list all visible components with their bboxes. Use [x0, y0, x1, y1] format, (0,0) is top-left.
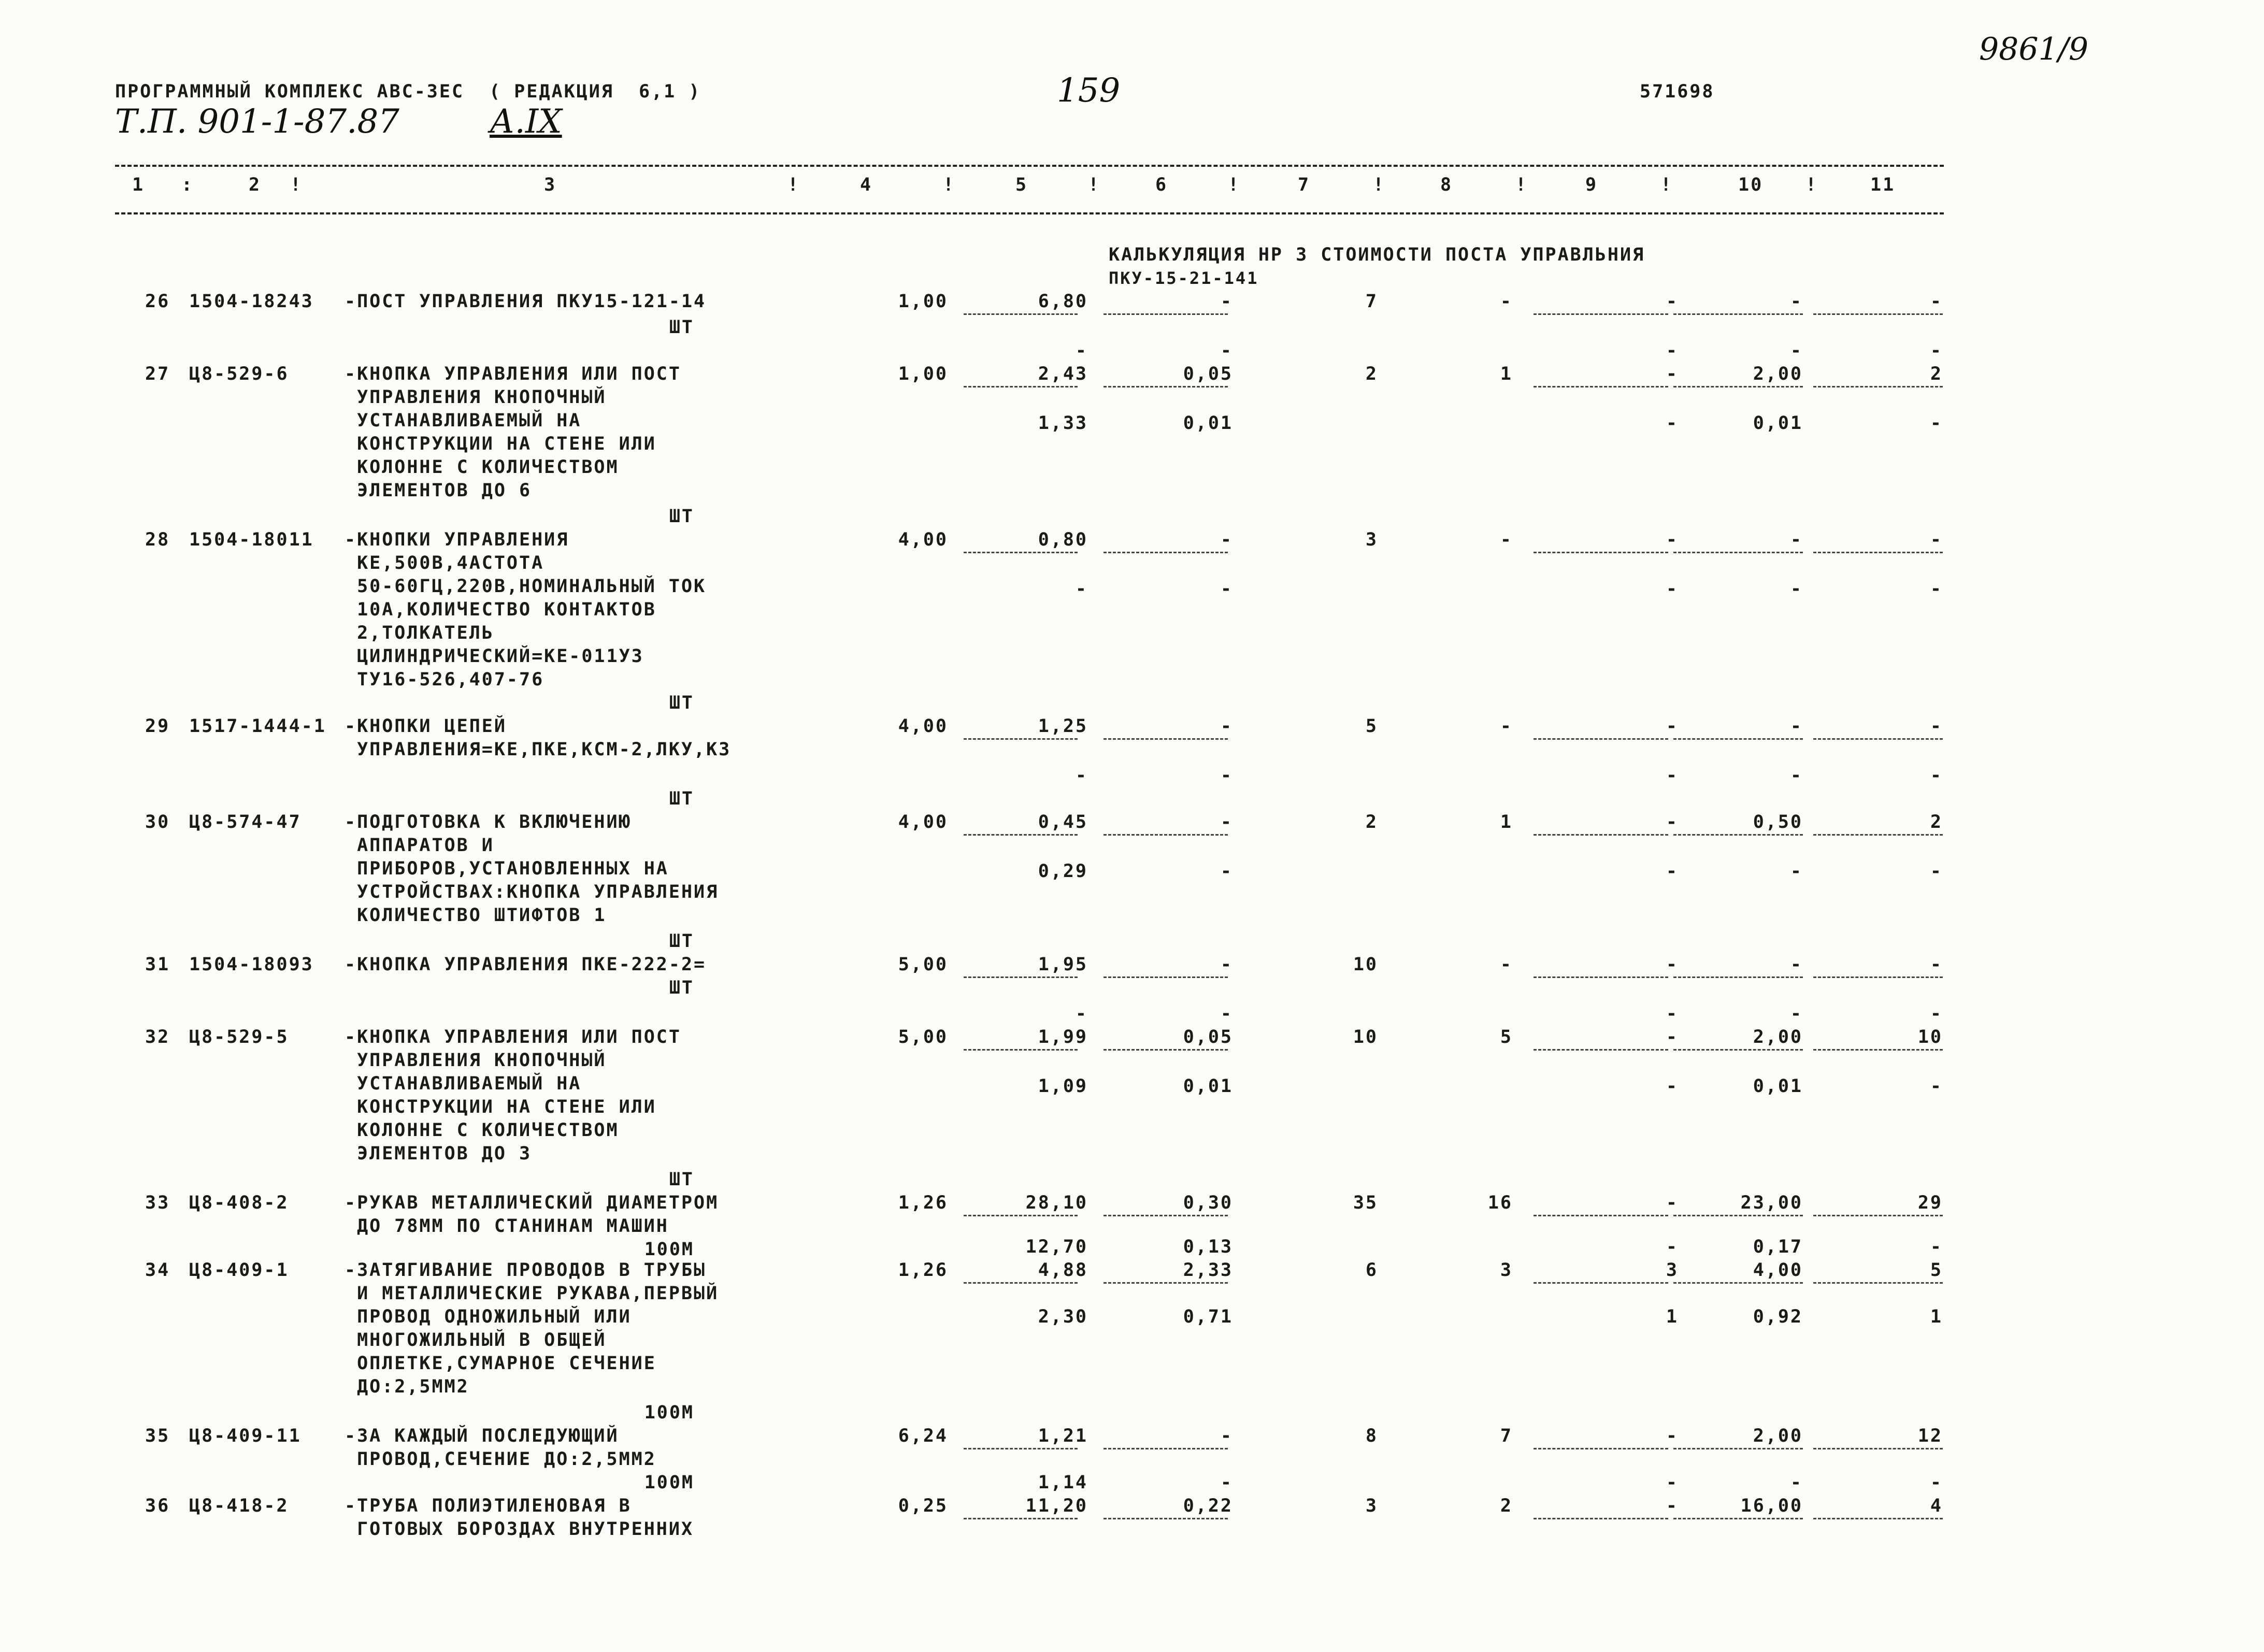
row-code: 1504-18093 — [189, 954, 314, 975]
cell-col9-sub: - — [1666, 1472, 1679, 1493]
program-header: ПРОГРАММНЫЙ КОМПЛЕКС АВС-ЗЕС ( РЕДАКЦИЯ 6,1 ) — [115, 81, 701, 102]
cell-col10: 23,00 — [1740, 1193, 1803, 1213]
cell-col8: 5 — [1500, 1027, 1513, 1047]
cell-col9: - — [1666, 1027, 1679, 1047]
cell-col9-sub: 1 — [1666, 1306, 1679, 1327]
cell-col10-sub: 0,01 — [1753, 1076, 1803, 1097]
cell-col9: - — [1666, 812, 1679, 832]
cell-col10: - — [1790, 291, 1803, 312]
row-description-line: КОЛОННЕ С КОЛИЧЕСТВОМ — [345, 1120, 619, 1141]
cell-col7: 35 — [1353, 1193, 1378, 1213]
row-description-line: -РУКАВ МЕТАЛЛИЧЕСКИЙ ДИАМЕТРОМ — [345, 1193, 719, 1213]
cell-col5-sub: - — [1075, 1003, 1088, 1024]
cell-underline — [964, 1448, 1078, 1449]
row-number: 30 — [145, 812, 170, 832]
cell-col9-sub: - — [1666, 765, 1679, 786]
row-code: 1504-18011 — [189, 529, 314, 550]
cell-underline — [1104, 313, 1228, 315]
cell-col10-sub: 0,17 — [1753, 1237, 1803, 1257]
cell-col6-sub: - — [1220, 1003, 1233, 1024]
cell-underline — [1813, 738, 1943, 740]
row-quantity: 4,00 — [898, 812, 948, 832]
cell-underline — [1673, 1518, 1803, 1519]
column-separator: ! — [290, 175, 303, 195]
cell-underline — [1673, 976, 1803, 978]
row-unit: ШТ — [669, 693, 694, 713]
cell-col10-sub: 0,01 — [1753, 413, 1803, 434]
cell-underline — [1673, 738, 1803, 740]
cell-col9: - — [1666, 954, 1679, 975]
calculation-subtitle: ПКУ-15-21-141 — [1109, 268, 1259, 288]
cell-col6: 0,05 — [1183, 1027, 1233, 1047]
cell-col10: - — [1790, 529, 1803, 550]
cell-underline — [1534, 1518, 1668, 1519]
cell-col6: 0,05 — [1183, 364, 1233, 384]
row-description-line: 10А,КОЛИЧЕСТВО КОНТАКТОВ — [345, 599, 656, 620]
row-code: Ц8-418-2 — [189, 1496, 289, 1516]
cell-underline — [1534, 1448, 1668, 1449]
cell-underline — [1813, 1518, 1943, 1519]
row-description-line: КЕ,500В,4АСТОТА — [345, 553, 544, 573]
cell-col6: 2,33 — [1183, 1260, 1233, 1281]
row-description-line: УПРАВЛЕНИЯ КНОПОЧНЫЙ — [345, 387, 607, 408]
row-number: 31 — [145, 954, 170, 975]
cell-underline — [1673, 313, 1803, 315]
cell-col11-sub: - — [1930, 765, 1943, 786]
document-code: 571698 — [1640, 81, 1715, 102]
row-number: 26 — [145, 291, 170, 312]
row-number: 28 — [145, 529, 170, 550]
row-description-line: И МЕТАЛЛИЧЕСКИЕ РУКАВА,ПЕРВЫЙ — [345, 1283, 719, 1304]
cell-col5-sub: 1,14 — [1038, 1472, 1088, 1493]
column-header-2: 2 — [249, 175, 262, 195]
cell-col9: - — [1666, 716, 1679, 737]
row-number: 32 — [145, 1027, 170, 1047]
cell-col5: 0,45 — [1038, 812, 1088, 832]
cell-col11-sub: - — [1930, 1237, 1943, 1257]
row-quantity: 4,00 — [898, 716, 948, 737]
row-unit: ШТ — [669, 1169, 694, 1190]
row-description-line: ОПЛЕТКЕ,СУМАРНОЕ СЕЧЕНИЕ — [345, 1353, 656, 1374]
column-separator: ! — [1088, 175, 1101, 195]
cell-col11: 10 — [1917, 1027, 1943, 1047]
cell-col11-sub: - — [1930, 340, 1943, 361]
cell-col7: 6 — [1365, 1260, 1378, 1281]
cell-col11: 2 — [1930, 364, 1943, 384]
row-description-line: ПРИБОРОВ,УСТАНОВЛЕННЫХ НА — [345, 858, 669, 879]
cell-underline — [1813, 1049, 1943, 1051]
row-description-line: -КНОПКА УПРАВЛЕНИЯ ИЛИ ПОСТ — [345, 1027, 681, 1047]
cell-col6-sub: 0,01 — [1183, 1076, 1233, 1097]
column-header-4: 4 — [860, 175, 873, 195]
row-description-line: ПРОВОД ОДНОЖИЛЬНЫЙ ИЛИ — [345, 1306, 632, 1327]
row-description-line: МНОГОЖИЛЬНЫЙ В ОБЩЕЙ — [345, 1330, 607, 1351]
cell-col11: 29 — [1917, 1193, 1943, 1213]
cell-col11-sub: - — [1930, 413, 1943, 434]
cell-underline — [1813, 1215, 1943, 1216]
cell-col6: 0,30 — [1183, 1193, 1233, 1213]
cell-col11: 4 — [1930, 1496, 1943, 1516]
cell-underline — [1534, 386, 1668, 387]
cell-col5-sub: - — [1075, 765, 1088, 786]
cell-col9-sub: - — [1666, 861, 1679, 882]
cell-underline — [1813, 1448, 1943, 1449]
cell-underline — [964, 313, 1078, 315]
cell-underline — [964, 1282, 1078, 1284]
row-description-line: -КНОПКА УПРАВЛЕНИЯ ИЛИ ПОСТ — [345, 364, 681, 384]
cell-col6-sub: - — [1220, 861, 1233, 882]
cell-underline — [1673, 834, 1803, 836]
cell-col11: - — [1930, 954, 1943, 975]
cell-col9-sub: - — [1666, 413, 1679, 434]
cell-col5-sub: 0,29 — [1038, 861, 1088, 882]
cell-col5: 1,21 — [1038, 1426, 1088, 1446]
cell-col11: - — [1930, 291, 1943, 312]
header-rule-bottom — [115, 212, 1944, 214]
row-description-line: ПРОВОД,СЕЧЕНИЕ ДО:2,5ММ2 — [345, 1449, 656, 1470]
cell-col5-sub: - — [1075, 579, 1088, 599]
cell-col10-sub: - — [1790, 861, 1803, 882]
cell-col8: - — [1500, 954, 1513, 975]
cell-col10-sub: - — [1790, 579, 1803, 599]
cell-col6-sub: 0,13 — [1183, 1237, 1233, 1257]
cell-underline — [1104, 976, 1228, 978]
cell-col6-sub: - — [1220, 340, 1233, 361]
cell-col10-sub: - — [1790, 340, 1803, 361]
cell-col5-sub: 2,30 — [1038, 1306, 1088, 1327]
row-unit: 100М — [644, 1472, 694, 1493]
cell-col6: - — [1220, 716, 1233, 737]
column-separator: ! — [1228, 175, 1241, 195]
row-unit: ШТ — [669, 317, 694, 338]
cell-underline — [1104, 834, 1228, 836]
row-code: 1504-18243 — [189, 291, 314, 312]
cell-col11: 12 — [1917, 1426, 1943, 1446]
cell-underline — [964, 386, 1078, 387]
cell-col7: 10 — [1353, 954, 1378, 975]
cell-col10: 2,00 — [1753, 1027, 1803, 1047]
cell-col11-sub: - — [1930, 1003, 1943, 1024]
cell-col10: 2,00 — [1753, 1426, 1803, 1446]
cell-col11-sub: - — [1930, 579, 1943, 599]
column-separator: ! — [1373, 175, 1386, 195]
cell-col5: 0,80 — [1038, 529, 1088, 550]
column-separator: ! — [787, 175, 800, 195]
row-quantity: 5,00 — [898, 1027, 948, 1047]
row-unit: ШТ — [669, 506, 694, 527]
row-description-line: АППАРАТОВ И — [345, 835, 494, 856]
row-number: 35 — [145, 1426, 170, 1446]
cell-underline — [1104, 1448, 1228, 1449]
row-quantity: 1,26 — [898, 1260, 948, 1281]
cell-col5: 1,25 — [1038, 716, 1088, 737]
cell-col10: 4,00 — [1753, 1260, 1803, 1281]
cell-col9: - — [1666, 1426, 1679, 1446]
cell-underline — [1673, 552, 1803, 553]
cell-col11: - — [1930, 716, 1943, 737]
row-description-line: УПРАВЛЕНИЯ=КЕ,ПКЕ,КСМ-2,ЛКУ,К3 — [345, 739, 732, 760]
cell-col9-sub: - — [1666, 1076, 1679, 1097]
cell-underline — [1534, 1282, 1668, 1284]
row-description-line: -КНОПКИ УПРАВЛЕНИЯ — [345, 529, 569, 550]
cell-col5-sub: 12,70 — [1025, 1237, 1088, 1257]
cell-underline — [964, 1215, 1078, 1216]
row-description-line: -ЗАТЯГИВАНИЕ ПРОВОДОВ В ТРУБЫ — [345, 1260, 707, 1281]
row-unit: 100М — [644, 1239, 694, 1260]
row-unit: ШТ — [669, 788, 694, 809]
cell-col11-sub: - — [1930, 861, 1943, 882]
cell-underline — [1104, 1282, 1228, 1284]
cell-col6: - — [1220, 529, 1233, 550]
cell-col10: 2,00 — [1753, 364, 1803, 384]
row-description-line: ЭЛЕМЕНТОВ ДО 6 — [345, 480, 532, 501]
cell-underline — [964, 1049, 1078, 1051]
cell-col11-sub: - — [1930, 1472, 1943, 1493]
cell-underline — [964, 834, 1078, 836]
cell-col6-sub: 0,01 — [1183, 413, 1233, 434]
row-description-line: -ПОСТ УПРАВЛЕНИЯ ПКУ15-121-14 — [345, 291, 707, 312]
cell-underline — [1104, 386, 1228, 387]
cell-underline — [1813, 552, 1943, 553]
cell-col6-sub: 0,71 — [1183, 1306, 1233, 1327]
row-description-line: -ПОДГОТОВКА К ВКЛЮЧЕНИЮ — [345, 812, 632, 832]
cell-col9: 3 — [1666, 1260, 1679, 1281]
calculation-title: КАЛЬКУЛЯЦИЯ НР 3 СТОИМОСТИ ПОСТА УПРАВЛЬНИЯ — [1109, 245, 1645, 265]
row-quantity: 5,00 — [898, 954, 948, 975]
column-header-5: 5 — [1015, 175, 1028, 195]
column-separator: ! — [1515, 175, 1528, 195]
cell-underline — [1104, 1215, 1228, 1216]
column-separator: ! — [1660, 175, 1673, 195]
cell-col5: 28,10 — [1025, 1193, 1088, 1213]
cell-col8: - — [1500, 529, 1513, 550]
cell-col10: 0,50 — [1753, 812, 1803, 832]
row-unit: ШТ — [669, 931, 694, 952]
row-description-line: УПРАВЛЕНИЯ КНОПОЧНЫЙ — [345, 1050, 607, 1071]
row-number: 34 — [145, 1260, 170, 1281]
cell-col8: 7 — [1500, 1426, 1513, 1446]
row-description-line: УСТАНАВЛИВАЕМЫЙ НА — [345, 410, 582, 431]
cell-col9: - — [1666, 364, 1679, 384]
cell-underline — [1534, 738, 1668, 740]
cell-col11: - — [1930, 529, 1943, 550]
row-description-line: ДО 78ММ ПО СТАНИНАМ МАШИН — [345, 1216, 669, 1237]
cell-col8: 3 — [1500, 1260, 1513, 1281]
cell-col9: - — [1666, 529, 1679, 550]
cell-underline — [964, 1518, 1078, 1519]
row-description-line: КОЛИЧЕСТВО ШТИФТОВ 1 — [345, 905, 607, 926]
cell-col10: 16,00 — [1740, 1496, 1803, 1516]
cell-col8: 1 — [1500, 364, 1513, 384]
cell-col7: 7 — [1365, 291, 1378, 312]
handwritten-document-number: Т.П. 901-1-87.87 — [115, 103, 399, 141]
cell-underline — [1534, 1215, 1668, 1216]
cell-col9: - — [1666, 1193, 1679, 1213]
row-description-line: ЭЛЕМЕНТОВ ДО 3 — [345, 1143, 532, 1164]
cell-col5-sub: 1,09 — [1038, 1076, 1088, 1097]
cell-col8: 1 — [1500, 812, 1513, 832]
row-description-line: -ТРУБА ПОЛИЭТИЛЕНОВАЯ В — [345, 1496, 632, 1516]
column-header-1: 1 — [132, 175, 145, 195]
cell-col11-sub: 1 — [1930, 1306, 1943, 1327]
cell-col11: 5 — [1930, 1260, 1943, 1281]
cell-col9: - — [1666, 1496, 1679, 1516]
column-header-9: 9 — [1585, 175, 1598, 195]
cell-underline — [1813, 386, 1943, 387]
cell-col5-sub: - — [1075, 340, 1088, 361]
handwritten-album-number: А.IX — [490, 103, 562, 141]
cell-col11: 2 — [1930, 812, 1943, 832]
cell-underline — [1534, 313, 1668, 315]
column-header-7: 7 — [1298, 175, 1311, 195]
row-description-line: -ЗА КАЖДЫЙ ПОСЛЕДУЮЩИЙ — [345, 1426, 619, 1446]
cell-underline — [1104, 1049, 1228, 1051]
cell-underline — [1673, 1448, 1803, 1449]
cell-col8: 2 — [1500, 1496, 1513, 1516]
row-description-line: КОНСТРУКЦИИ НА СТЕНЕ ИЛИ — [345, 1097, 656, 1117]
handwritten-corner-number: 9861/9 — [1979, 31, 2089, 67]
cell-col5: 2,43 — [1038, 364, 1088, 384]
cell-col5: 6,80 — [1038, 291, 1088, 312]
column-header-8: 8 — [1440, 175, 1453, 195]
cell-col8: 16 — [1487, 1193, 1513, 1213]
cell-underline — [1534, 834, 1668, 836]
row-quantity: 1,00 — [898, 364, 948, 384]
cell-col10-sub: - — [1790, 1003, 1803, 1024]
row-number: 36 — [145, 1496, 170, 1516]
cell-col7: 10 — [1353, 1027, 1378, 1047]
cell-col9-sub: - — [1666, 579, 1679, 599]
cell-col6: 0,22 — [1183, 1496, 1233, 1516]
cell-underline — [1813, 313, 1943, 315]
row-number: 33 — [145, 1193, 170, 1213]
column-separator: : — [181, 175, 194, 195]
row-number: 27 — [145, 364, 170, 384]
cell-col10: - — [1790, 954, 1803, 975]
cell-underline — [1104, 738, 1228, 740]
row-code: Ц8-408-2 — [189, 1193, 289, 1213]
row-quantity: 0,25 — [898, 1496, 948, 1516]
column-separator: ! — [943, 175, 956, 195]
cell-col10: - — [1790, 716, 1803, 737]
row-description-line: КОЛОННЕ С КОЛИЧЕСТВОМ — [345, 457, 619, 478]
row-code: Ц8-574-47 — [189, 812, 302, 832]
row-description-line: -КНОПКА УПРАВЛЕНИЯ ПКЕ-222-2= — [345, 954, 707, 975]
row-description-line: УСТАНАВЛИВАЕМЫЙ НА — [345, 1073, 582, 1094]
cell-col9-sub: - — [1666, 1237, 1679, 1257]
column-header-3: 3 — [544, 175, 557, 195]
handwritten-page-number: 159 — [1057, 71, 1121, 110]
row-code: Ц8-529-5 — [189, 1027, 289, 1047]
row-description-line: ЦИЛИНДРИЧЕСКИЙ=КЕ-011УЗ — [345, 646, 644, 667]
column-header-6: 6 — [1155, 175, 1168, 195]
cell-col5-sub: 1,33 — [1038, 413, 1088, 434]
cell-underline — [964, 738, 1078, 740]
cell-col5: 1,99 — [1038, 1027, 1088, 1047]
cell-col10-sub: 0,92 — [1753, 1306, 1803, 1327]
row-number: 29 — [145, 716, 170, 737]
cell-col7: 2 — [1365, 364, 1378, 384]
cell-underline — [1534, 552, 1668, 553]
row-description-line: ГОТОВЫХ БОРОЗДАХ ВНУТРЕННИХ — [345, 1519, 694, 1540]
cell-underline — [1813, 834, 1943, 836]
cell-underline — [1534, 976, 1668, 978]
cell-col7: 5 — [1365, 716, 1378, 737]
cell-col9: - — [1666, 291, 1679, 312]
row-code: 1517-1444-1 — [189, 716, 326, 737]
cell-underline — [1673, 1282, 1803, 1284]
column-header-10: 10 — [1738, 175, 1764, 195]
cell-col7: 8 — [1365, 1426, 1378, 1446]
cell-col10-sub: - — [1790, 1472, 1803, 1493]
cell-col11-sub: - — [1930, 1076, 1943, 1097]
row-quantity: 1,00 — [898, 291, 948, 312]
row-quantity: 4,00 — [898, 529, 948, 550]
cell-col10-sub: - — [1790, 765, 1803, 786]
cell-underline — [1813, 976, 1943, 978]
cell-underline — [1534, 1049, 1668, 1051]
row-description-line: ТУ16-526,407-76 — [345, 669, 544, 690]
cell-col6-sub: - — [1220, 1472, 1233, 1493]
cell-col5: 4,88 — [1038, 1260, 1088, 1281]
row-description-line: 50-60ГЦ,220В,НОМИНАЛЬНЫЙ ТОК — [345, 576, 707, 597]
cell-underline — [964, 976, 1078, 978]
row-quantity: 6,24 — [898, 1426, 948, 1446]
cell-col7: 3 — [1365, 529, 1378, 550]
row-description-line: 2,ТОЛКАТЕЛЬ — [345, 623, 494, 643]
column-header-11: 11 — [1870, 175, 1896, 195]
row-description-line: КОНСТРУКЦИИ НА СТЕНЕ ИЛИ — [345, 434, 656, 454]
cell-underline — [1673, 1215, 1803, 1216]
cell-underline — [1104, 1518, 1228, 1519]
row-unit: ШТ — [669, 978, 694, 998]
cell-col5: 1,95 — [1038, 954, 1088, 975]
cell-underline — [1673, 1049, 1803, 1051]
row-quantity: 1,26 — [898, 1193, 948, 1213]
cell-col6: - — [1220, 812, 1233, 832]
cell-col9-sub: - — [1666, 340, 1679, 361]
row-description-line: -КНОПКИ ЦЕПЕЙ — [345, 716, 507, 737]
row-description-line: ДО:2,5ММ2 — [345, 1376, 469, 1397]
cell-col7: 2 — [1365, 812, 1378, 832]
row-description-line: УСТРОЙСТВАХ:КНОПКА УПРАВЛЕНИЯ — [345, 882, 719, 902]
cell-underline — [1813, 1282, 1943, 1284]
cell-underline — [964, 552, 1078, 553]
column-separator: ! — [1806, 175, 1818, 195]
cell-underline — [1673, 386, 1803, 387]
header-rule-top — [115, 165, 1944, 167]
cell-col8: - — [1500, 291, 1513, 312]
row-unit: 100М — [644, 1402, 694, 1423]
cell-col6: - — [1220, 1426, 1233, 1446]
cell-col9-sub: - — [1666, 1003, 1679, 1024]
cell-col8: - — [1500, 716, 1513, 737]
cell-underline — [1104, 552, 1228, 553]
cell-col6-sub: - — [1220, 579, 1233, 599]
cell-col7: 3 — [1365, 1496, 1378, 1516]
cell-col5: 11,20 — [1025, 1496, 1088, 1516]
cell-col6: - — [1220, 954, 1233, 975]
cell-col6: - — [1220, 291, 1233, 312]
row-code: Ц8-409-11 — [189, 1426, 302, 1446]
row-code: Ц8-529-6 — [189, 364, 289, 384]
row-code: Ц8-409-1 — [189, 1260, 289, 1281]
cell-col6-sub: - — [1220, 765, 1233, 786]
